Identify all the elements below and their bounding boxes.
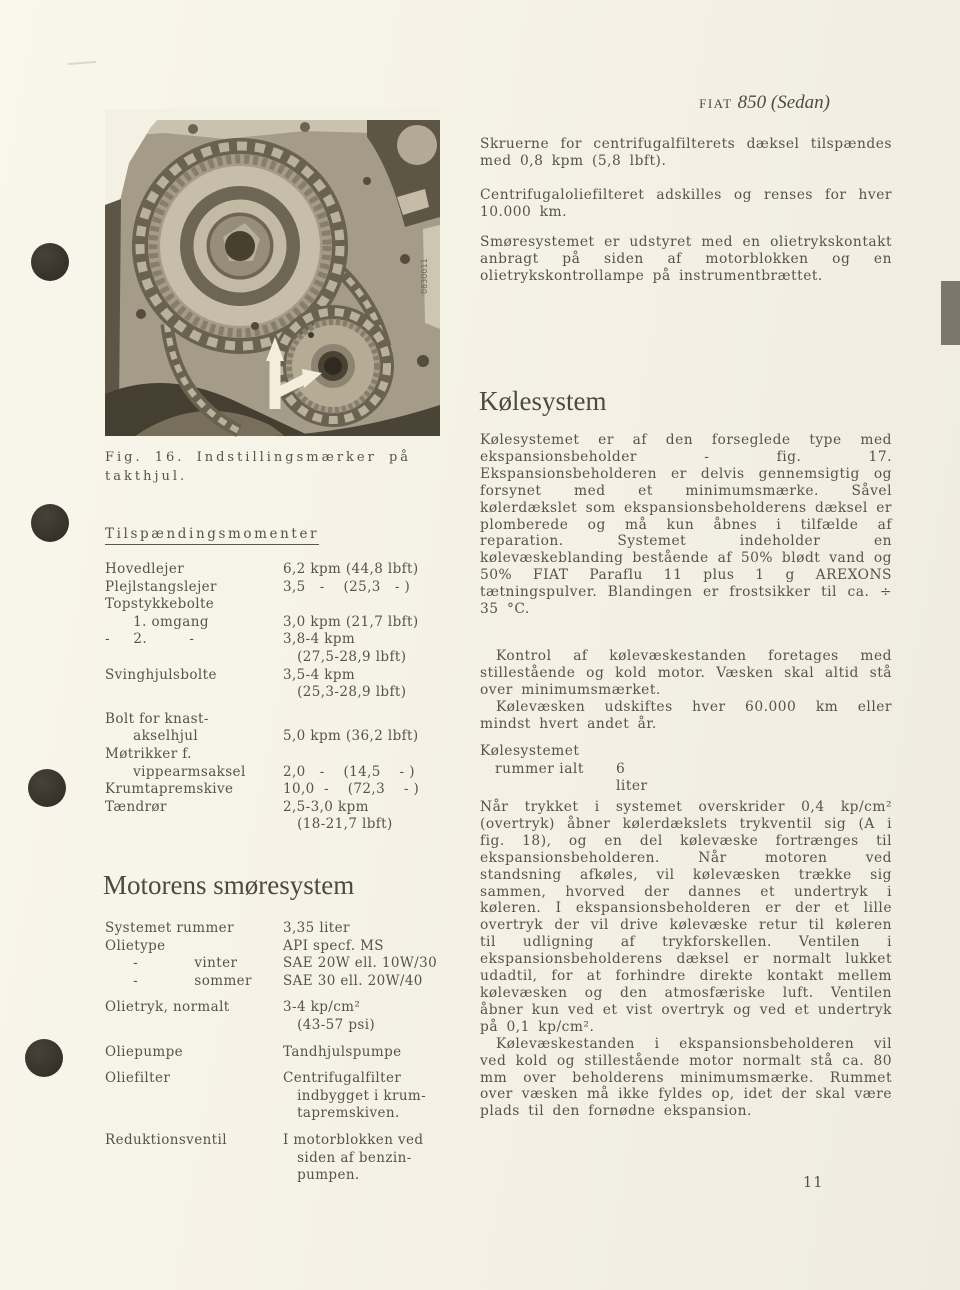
paragraph-coolant-level-cold: Kølevæskestanden i ekspansionsbeholderen vil ved kold og stillestående motor normalt stå ca. 80 mm over beholderens minimumsmærke. Rummet over væsken må ikke fyldes op, idet der skal være plads til den fornødne ekspansion. xyxy=(480,1035,892,1120)
torque-value: 3,5 - (25,3 - ) xyxy=(283,578,411,595)
torque-label: akselhjul xyxy=(105,728,199,745)
torque-label: Krumtapremskive xyxy=(105,781,234,798)
spec-value: 3,35 liter xyxy=(283,920,350,936)
housing-left-edge xyxy=(105,199,121,417)
torque-label: Plejlstangslejer xyxy=(105,578,217,595)
list-item xyxy=(105,1017,475,1035)
torque-value: 10,0 - (72,3 - ) xyxy=(283,781,420,798)
timing-mark-dot xyxy=(251,322,259,330)
list-item xyxy=(105,1167,475,1185)
page-number: 11 xyxy=(803,1175,824,1191)
torque-label: 1. omgang xyxy=(105,613,209,630)
spec-label: - vinter xyxy=(105,955,238,972)
paragraph-pressure-valve-block xyxy=(480,799,892,1120)
table-row xyxy=(105,649,475,667)
binder-hole xyxy=(28,769,66,807)
torque-label: Møtrikker f. xyxy=(105,745,192,762)
figure16-caption: Fig. 16. Indstillingsmærker på takthjul. xyxy=(105,450,412,484)
list-item xyxy=(105,1070,475,1088)
list-item xyxy=(105,920,475,938)
spec-label: Reduktionsventil xyxy=(105,1131,227,1148)
plate-hole xyxy=(363,177,371,185)
spec-label: Systemet rummer xyxy=(105,920,234,936)
plate-hole xyxy=(417,355,429,367)
model-name: 850 (Sedan) xyxy=(737,92,830,113)
spec-value: SAE 30 ell. 20W/40 xyxy=(283,972,423,989)
torque-value: (18-21,7 lbft) xyxy=(283,816,393,833)
spec-label: Oliefilter xyxy=(105,1070,171,1087)
table-row xyxy=(105,799,475,817)
torque-value: (27,5-28,9 lbft) xyxy=(283,648,407,665)
capacity-value: 6 liter xyxy=(616,760,648,794)
list-item xyxy=(105,938,475,956)
paragraph-coolant-renewal: Kølevæsken udskiftes hver 60.000 km eller mindst hvert andet år. xyxy=(480,698,892,732)
torque-label xyxy=(105,816,283,834)
torque-label: Topstykkebolte xyxy=(105,596,215,613)
capacity-row xyxy=(480,760,648,794)
plate-hole xyxy=(400,254,410,264)
page-header xyxy=(699,92,830,114)
table-row xyxy=(105,746,475,764)
list-item xyxy=(105,1150,475,1168)
torque-label: Hovedlejer xyxy=(105,561,185,577)
brand-name: FIAT xyxy=(699,96,733,111)
capacity-title: Kølesystemet xyxy=(480,743,580,759)
center-bolt xyxy=(225,231,255,261)
paragraph-filter-cover-torque: Skruerne for centrifugalfilterets dæksel tilspændes med 0,8 kpm (5,8 lbft). xyxy=(480,136,892,169)
torque-value: 3,0 kpm (21,7 lbft) xyxy=(283,613,419,630)
screw-head xyxy=(188,124,198,134)
binder-hole xyxy=(31,504,69,542)
torque-value: (25,3-28,9 lbft) xyxy=(283,684,407,701)
paragraph-filter-cleaning-interval: Centrifugaloliefilteret adskilles og renses for hver 10.000 km. xyxy=(480,187,892,220)
torque-label: Bolt for knast- xyxy=(105,710,209,727)
table-row xyxy=(105,764,475,782)
torque-table xyxy=(105,561,475,834)
spec-label xyxy=(105,1105,283,1123)
table-row xyxy=(105,667,475,685)
list-item xyxy=(105,1132,475,1150)
list-item xyxy=(105,1088,475,1106)
spec-label xyxy=(105,1167,283,1185)
torque-value: 2,5-3,0 kpm xyxy=(283,798,369,815)
torque-label: vippearmsaksel xyxy=(105,763,246,780)
spec-value: Tandhjulspumpe xyxy=(283,1043,402,1060)
bracket-hole xyxy=(397,125,437,165)
list-item xyxy=(105,999,475,1017)
table-row xyxy=(105,711,475,729)
table-row xyxy=(105,579,475,597)
paragraph-coolant-level-check: Kontrol af kølevæskestanden foretages med stillestående og kold motor. Væsken skal altid stå over minimumsmærket. xyxy=(480,648,892,698)
torque-value: 3,8-4 kpm xyxy=(283,631,356,648)
spec-value: API specf. MS xyxy=(283,937,384,954)
table-row xyxy=(105,631,475,649)
binder-hole xyxy=(31,243,69,281)
spec-label: Oliepumpe xyxy=(105,1043,184,1060)
section-edge-tab xyxy=(941,281,960,345)
spec-value: (43-57 psi) xyxy=(283,1016,376,1033)
cooling-capacity-spec xyxy=(480,743,648,794)
torque-label: Tændrør xyxy=(105,798,167,815)
spec-label xyxy=(105,1088,283,1106)
table-row xyxy=(105,596,475,614)
torque-value: 2,0 - (14,5 - ) xyxy=(283,763,415,780)
table-row xyxy=(105,816,475,834)
cooling-section-heading: Kølesystem xyxy=(479,386,607,416)
crankshaft-sprocket xyxy=(279,312,387,420)
torque-value: 3,5-4 kpm xyxy=(283,666,356,683)
table-row xyxy=(105,614,475,632)
spec-value: I motorblokken ved xyxy=(283,1131,424,1148)
spec-value: 3-4 kp/cm² xyxy=(283,999,361,1016)
screw-head xyxy=(300,122,310,132)
spec-value: indbygget i krum- xyxy=(283,1087,427,1104)
capacity-label: rummer ialt xyxy=(495,760,584,777)
torque-label xyxy=(105,649,283,667)
table-row xyxy=(105,684,475,702)
spec-label xyxy=(105,1017,283,1035)
table-row xyxy=(105,781,475,799)
list-item xyxy=(105,973,475,991)
lubrication-section-heading: Motorens smøresystem xyxy=(103,870,355,900)
plate-hole xyxy=(136,309,146,319)
list-item xyxy=(105,1105,475,1123)
paragraph-cooling-system: Kølesystemet er af den forseglede type med ekspansionsbeholder - fig. 17. Ekspansionsbeholderen er delvis gennemsigtig og forsynet med et minimumsmærke. Såvel kølerdækslet som ekspansionsbeholderens dæksel er plomberede og må kun åbnes i tilfælde af reparation. Systemet indeholder en kølevæskeblanding bestående af 50% blødt vand og 50% FIAT Paraflu 11 plus 1 g AREXONS tætningspulver. Blandingen er frostsikker til ca. ÷ 35 °C. xyxy=(480,432,892,618)
paragraph-pressure-valve: Når trykket i systemet overskrider 0,4 kp/cm² (overtryk) åbner kølerdækslets trykventil sig (A i fig. 18), og en del kølevæske fortrænges til ekspansionsbeholderen. Når motoren ved standsning afkøles, vil kølevæsken trække sig sammen, hvorved der dannes et undertryk i køleren. I ekspansionsbeholderen er der et lille overtryk der vil drive kølevæske retur til køleren til udligning af trykforskellen. Ventilen i ekspansionsbeholderens dæksel er normalt lukket udadtil, for at forhindre direkte kontakt mellem kølevæsken og den atmosfæriske luft. Ventilen åbner kun ved et vist overtryk og ved et undertryk på 0,1 kp/cm². xyxy=(480,799,892,1035)
lubrication-spec-list xyxy=(105,920,475,1185)
scan-artifact xyxy=(68,61,96,65)
spec-label: Olietype xyxy=(105,937,166,954)
torque-label: Svinghjulsbolte xyxy=(105,666,217,683)
timing-mark-dot xyxy=(308,332,314,338)
list-item xyxy=(105,955,475,973)
table-row xyxy=(105,728,475,746)
list-item xyxy=(105,1044,475,1062)
spec-value: Centrifugalfilter xyxy=(283,1070,402,1087)
torque-label xyxy=(105,684,283,702)
binder-hole xyxy=(25,1039,63,1077)
spec-label: Olietryk, normalt xyxy=(105,999,230,1016)
spec-label: - sommer xyxy=(105,972,252,989)
paragraph-oil-pressure-switch: Smøresystemet er udstyret med en olietrykskontakt anbragt på siden af motorblokken og en olietrykskontrollampe på instrumentbrættet. xyxy=(480,234,892,284)
spec-value: SAE 20W ell. 10W/30 xyxy=(283,955,438,972)
torque-section-heading: Tilspændingsmomenter xyxy=(105,526,319,545)
center-bolt xyxy=(324,357,342,375)
figure16-photo xyxy=(105,108,440,437)
spec-value: tapremskiven. xyxy=(283,1105,400,1122)
spec-value: siden af benzin- xyxy=(283,1149,412,1166)
photo-part-marking: 0830011 xyxy=(420,258,429,294)
torque-value: 5,0 kpm (36,2 lbft) xyxy=(283,728,419,745)
spec-value: pumpen. xyxy=(283,1167,360,1184)
table-row xyxy=(105,561,475,579)
paragraph-coolant-check-block xyxy=(480,648,892,733)
torque-label: - 2. - xyxy=(105,631,195,648)
spec-label xyxy=(105,1150,283,1168)
torque-value: 6,2 kpm (44,8 lbft) xyxy=(283,561,419,577)
